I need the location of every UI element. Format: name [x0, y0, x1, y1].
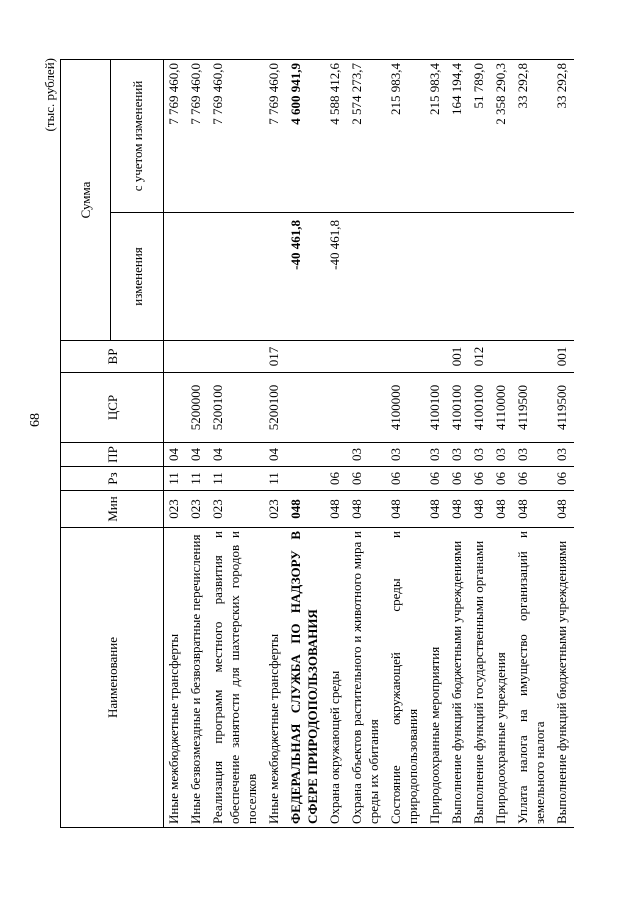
row-vr [386, 341, 425, 373]
header-min: Мин [61, 491, 164, 528]
row-name: Состояние окружающей среды и природопользования [386, 528, 425, 828]
row-name: Иные межбюджетные трансферты [164, 528, 187, 828]
row-change [491, 213, 513, 341]
row-rz: 06 [491, 467, 513, 491]
row-change [469, 213, 491, 341]
row-rz [286, 467, 325, 491]
row-rz: 11 [208, 467, 264, 491]
row-min: 048 [513, 491, 552, 528]
budget-table [60, 59, 574, 828]
row-rz: 06 [469, 467, 491, 491]
table-row [552, 60, 574, 828]
row-pr: 03 [347, 443, 386, 467]
row-pr: 03 [469, 443, 491, 467]
table-row [491, 60, 513, 828]
row-min: 048 [325, 491, 347, 528]
row-vr [491, 341, 513, 373]
row-total: 2 358 290,3 [491, 60, 513, 213]
row-total: 7 769 460,0 [264, 60, 286, 213]
row-min: 023 [264, 491, 286, 528]
row-vr [186, 341, 208, 373]
row-vr: 001 [447, 341, 469, 373]
row-total: 164 194,4 [447, 60, 469, 213]
row-change [513, 213, 552, 341]
row-csr: 4100100 [425, 373, 447, 443]
row-vr: 001 [552, 341, 574, 373]
header-pr: ПР [61, 443, 164, 467]
row-rz: 06 [347, 467, 386, 491]
row-min: 048 [347, 491, 386, 528]
row-min: 048 [447, 491, 469, 528]
row-name: Охрана окружающей среды [325, 528, 347, 828]
table-row [286, 60, 325, 828]
row-min: 048 [469, 491, 491, 528]
row-change [208, 213, 264, 341]
table-row [469, 60, 491, 828]
row-csr: 4119500 [552, 373, 574, 443]
row-csr [325, 373, 347, 443]
row-total: 2 574 273,7 [347, 60, 386, 213]
table-row [347, 60, 386, 828]
row-name: Иные безвозмездные и безвозвратные перечисления [186, 528, 208, 828]
row-pr: 04 [264, 443, 286, 467]
row-pr: 03 [552, 443, 574, 467]
header-changes: изменения [111, 213, 164, 341]
row-csr [164, 373, 187, 443]
row-rz: 06 [425, 467, 447, 491]
row-name: Выполнение функций государственными органами [469, 528, 491, 828]
row-rz: 11 [164, 467, 187, 491]
row-vr [286, 341, 325, 373]
row-pr [286, 443, 325, 467]
row-csr: 4100100 [447, 373, 469, 443]
row-rz: 11 [264, 467, 286, 491]
row-total: 33 292,8 [552, 60, 574, 213]
header-csr: ЦСР [61, 373, 164, 443]
row-change [186, 213, 208, 341]
header-sum: Сумма [61, 60, 111, 341]
row-vr [208, 341, 264, 373]
row-min: 023 [164, 491, 187, 528]
row-vr [164, 341, 187, 373]
table-row [164, 60, 187, 828]
row-pr: 04 [186, 443, 208, 467]
row-pr: 03 [425, 443, 447, 467]
row-pr: 03 [447, 443, 469, 467]
row-name: Природоохранные мероприятия [425, 528, 447, 828]
row-name: Уплата налога на имущество организаций и земельного налога [513, 528, 552, 828]
row-vr [425, 341, 447, 373]
row-change [425, 213, 447, 341]
row-pr: 03 [491, 443, 513, 467]
row-change [552, 213, 574, 341]
page-number: 68 [28, 413, 43, 427]
row-name: Выполнение функций бюджетными учреждениями [552, 528, 574, 828]
row-csr: 5200100 [264, 373, 286, 443]
row-vr: 017 [264, 341, 286, 373]
row-pr: 03 [386, 443, 425, 467]
row-total: 215 983,4 [425, 60, 447, 213]
row-csr: 4110000 [491, 373, 513, 443]
unit-note: (тыс. рублей) [42, 58, 57, 132]
table-row [386, 60, 425, 828]
table-body [164, 60, 575, 828]
row-min: 048 [552, 491, 574, 528]
header-vr: ВР [61, 341, 164, 373]
row-rz: 06 [513, 467, 552, 491]
table-row [447, 60, 469, 828]
row-name: Выполнение функций бюджетными учреждениями [447, 528, 469, 828]
row-pr: 04 [208, 443, 264, 467]
row-csr [347, 373, 386, 443]
row-csr: 4100000 [386, 373, 425, 443]
row-vr: 012 [469, 341, 491, 373]
table-row [325, 60, 347, 828]
row-min: 048 [386, 491, 425, 528]
row-rz: 06 [386, 467, 425, 491]
row-total: 7 769 460,0 [186, 60, 208, 213]
row-change: -40 461,8 [286, 213, 325, 341]
row-min: 048 [491, 491, 513, 528]
table-row [513, 60, 552, 828]
row-name: ФЕДЕРАЛЬНАЯ СЛУЖБА ПО НАДЗОРУ В СФЕРЕ ПРИРОДОПОЛЬЗОВАНИЯ [286, 528, 325, 828]
row-pr [325, 443, 347, 467]
row-csr: 4100100 [469, 373, 491, 443]
row-total: 215 983,4 [386, 60, 425, 213]
row-name: Природоохранные учреждения [491, 528, 513, 828]
row-rz: 11 [186, 467, 208, 491]
row-min: 048 [286, 491, 325, 528]
row-change [164, 213, 187, 341]
row-vr [513, 341, 552, 373]
row-name: Иные межбюджетные трансферты [264, 528, 286, 828]
row-pr: 03 [513, 443, 552, 467]
row-name: Охрана объектов растительного и животного мира и среды их обитания [347, 528, 386, 828]
row-min: 048 [425, 491, 447, 528]
row-total: 33 292,8 [513, 60, 552, 213]
row-change [447, 213, 469, 341]
rotated-page-content [44, 60, 604, 828]
row-min: 023 [186, 491, 208, 528]
row-name: Реализация программ местного развития и обеспечение занятости для шахтерских городов и поселков [208, 528, 264, 828]
row-total: 4 600 941,9 [286, 60, 325, 213]
row-rz: 06 [447, 467, 469, 491]
row-vr [325, 341, 347, 373]
row-rz: 06 [325, 467, 347, 491]
row-csr: 5200000 [186, 373, 208, 443]
row-change [347, 213, 386, 341]
row-csr: 5200100 [208, 373, 264, 443]
header-with-changes: с учетом изменений [111, 60, 164, 213]
row-csr: 4119500 [513, 373, 552, 443]
row-csr [286, 373, 325, 443]
row-vr [347, 341, 386, 373]
table-row [186, 60, 208, 828]
row-total: 51 789,0 [469, 60, 491, 213]
header-rz: Рз [61, 467, 164, 491]
row-rz: 06 [552, 467, 574, 491]
row-change [386, 213, 425, 341]
row-min: 023 [208, 491, 264, 528]
row-total: 4 588 412,6 [325, 60, 347, 213]
row-change [264, 213, 286, 341]
table-row [425, 60, 447, 828]
header-name: Наименование [61, 528, 164, 828]
row-total: 7 769 460,0 [208, 60, 264, 213]
table-row [264, 60, 286, 828]
row-pr: 04 [164, 443, 187, 467]
row-total: 7 769 460,0 [164, 60, 187, 213]
row-change: -40 461,8 [325, 213, 347, 341]
table-row [208, 60, 264, 828]
